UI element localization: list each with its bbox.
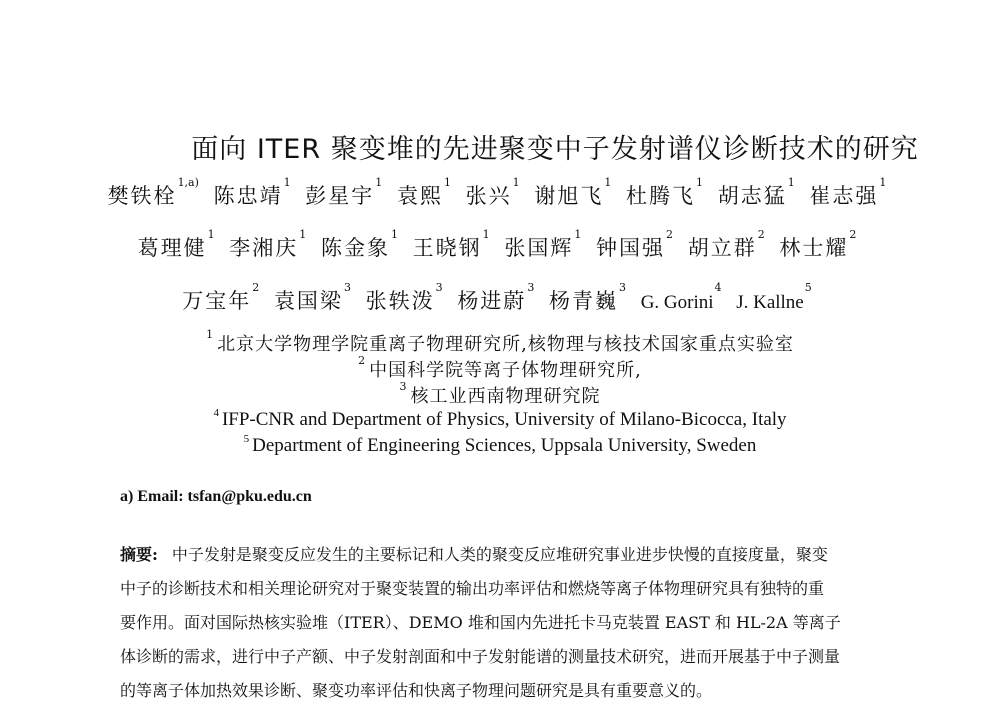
author-sup: 1,a) bbox=[177, 176, 199, 189]
author-sup: 5 bbox=[804, 281, 812, 294]
author-sup: 4 bbox=[714, 281, 722, 294]
author: 崔志强 bbox=[809, 184, 879, 208]
author: 陈忠靖 bbox=[213, 184, 283, 208]
author: 胡志猛 bbox=[717, 184, 787, 208]
author: 胡立群 bbox=[687, 236, 757, 260]
author: 李湘庆 bbox=[229, 236, 299, 260]
author-sup: 2 bbox=[666, 228, 674, 241]
affiliation-2 bbox=[0, 356, 1000, 382]
affiliation-4 bbox=[0, 409, 1000, 431]
author: 张兴 bbox=[465, 184, 512, 208]
author: 陈金象 bbox=[320, 236, 390, 260]
author-sup: 1 bbox=[574, 228, 582, 241]
affiliation-text: IFP-CNR and Department of Physics, University of Milano-Bicocca, Italy bbox=[221, 409, 787, 430]
author-sup: 2 bbox=[757, 228, 765, 241]
abstract-line: 体诊断的需求，进行中子产额、中子发射剖面和中子发射能谱的测量技术研究，进而开展基于中子测量 bbox=[120, 647, 841, 666]
author-sup: 1 bbox=[482, 228, 490, 241]
author: 袁熙 bbox=[396, 184, 443, 208]
author: 张轶泼 bbox=[365, 289, 435, 313]
abstract-line: 要作用。面对国际热核实验堆（ITER）、DEMO 堆和国内先进托卡马克装置 EAST 和 HL-2A 等离子 bbox=[120, 613, 841, 632]
author-sup: 1 bbox=[696, 176, 704, 189]
paper-title: 面向 ITER 聚变堆的先进聚变中子发射谱仪诊断技术的研究 bbox=[191, 134, 919, 165]
affiliation-sup: 1 bbox=[206, 328, 215, 341]
affiliation-text: 北京大学物理学院重离子物理研究所,核物理与核技术国家重点实验室 bbox=[217, 334, 794, 355]
author: 王晓钢 bbox=[412, 236, 482, 260]
affiliation-sup: 2 bbox=[358, 354, 367, 367]
author-sup: 1 bbox=[443, 176, 451, 189]
author-sup: 1 bbox=[283, 176, 291, 189]
affiliation-sup: 3 bbox=[399, 380, 408, 393]
author-sup: 1 bbox=[299, 228, 307, 241]
author: 张国辉 bbox=[504, 236, 574, 260]
abstract bbox=[120, 538, 910, 708]
author-row-3 bbox=[0, 281, 1000, 315]
author: 杨进蔚 bbox=[457, 289, 527, 313]
author: 彭星宇 bbox=[305, 184, 375, 208]
author: G. Gorini bbox=[640, 292, 714, 313]
author-sup: 3 bbox=[619, 281, 626, 294]
abstract-text: 中子发射是聚变反应发生的主要标记和人类的聚变反应堆研究事业进步快慢的直接度量，聚变 bbox=[171, 545, 828, 564]
affiliation-text: 核工业西南物理研究院 bbox=[410, 386, 601, 407]
author-sup: 3 bbox=[527, 281, 535, 294]
abstract-line bbox=[120, 538, 910, 572]
author-sup: 1 bbox=[512, 176, 520, 189]
affiliation-5 bbox=[0, 435, 1000, 457]
author-sup: 2 bbox=[252, 281, 260, 294]
abstract-line: 的等离子体加热效果诊断、聚变功率评估和快离子物理问题研究是具有重要意义的。 bbox=[120, 681, 713, 700]
author-sup: 3 bbox=[435, 281, 443, 294]
abstract-label: 摘要: bbox=[120, 545, 158, 564]
author: 林士耀 bbox=[779, 236, 849, 260]
abstract-line: 中子的诊断技术和相关理论研究对于聚变装置的输出功率评估和燃烧等离子体物理研究具有独特的重 bbox=[120, 579, 825, 598]
author-sup: 1 bbox=[375, 176, 383, 189]
affiliation-3 bbox=[0, 382, 1000, 408]
author-sup: 2 bbox=[849, 228, 857, 241]
author: 杨青巍 bbox=[549, 289, 618, 313]
author: 樊铁栓 bbox=[107, 184, 177, 208]
author-sup: 1 bbox=[787, 176, 795, 189]
affiliation-text: 中国科学院等离子体物理研究所, bbox=[369, 360, 642, 381]
author-sup: 3 bbox=[343, 281, 351, 294]
author-sup: 1 bbox=[604, 176, 612, 189]
author: 袁国梁 bbox=[273, 289, 343, 313]
author-row-2 bbox=[0, 228, 1000, 262]
corresponding-email: a) Email: tsfan@pku.edu.cn bbox=[120, 488, 312, 505]
author-sup: 1 bbox=[879, 176, 887, 189]
author: 万宝年 bbox=[182, 289, 252, 313]
author: 杜腾飞 bbox=[626, 184, 696, 208]
author-sup: 1 bbox=[390, 228, 398, 241]
author-row-1 bbox=[0, 176, 1000, 210]
affiliation-1 bbox=[0, 330, 1000, 356]
author: J. Kallne bbox=[736, 292, 804, 313]
affiliation-sup: 5 bbox=[243, 433, 250, 445]
affiliation-sup: 4 bbox=[213, 407, 219, 419]
author-sup: 1 bbox=[207, 228, 215, 241]
affiliation-text: Department of Engineering Sciences, Uppsala University, Sweden bbox=[252, 435, 757, 456]
author: 葛理健 bbox=[137, 236, 207, 260]
author: 谢旭飞 bbox=[534, 184, 604, 208]
author: 钟国强 bbox=[596, 236, 666, 260]
